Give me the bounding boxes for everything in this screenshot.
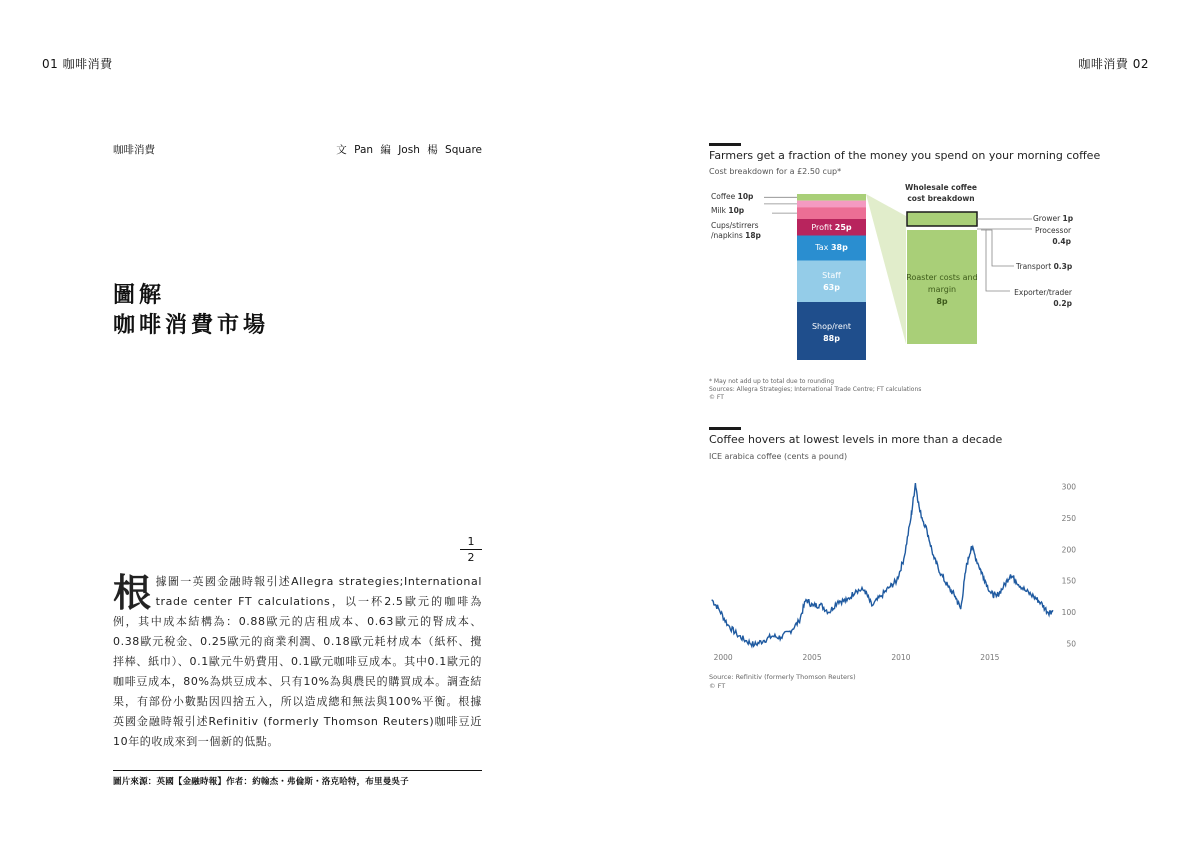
chart1-top-rule bbox=[709, 143, 741, 146]
page-header-left: 01 咖啡消費 bbox=[42, 57, 113, 71]
wholesale-processor: Processor 0.4p bbox=[1035, 226, 1072, 246]
image-credits: 圖片來源：英國【金融時報】作者：約翰杰・弗倫斯・洛克哈特，布里曼吳子 bbox=[113, 777, 409, 787]
segment-label-tax: Tax 38p bbox=[815, 243, 848, 252]
article-body bbox=[113, 572, 482, 752]
article-body-text: 據圖一英國金融時報引述Allegra strategies;International trade center FT calculations，以一杯2.5歐元的咖啡為例，其中成本結構為：0.88歐元的店租成本、0.63歐元的腎成本、0.38歐元稅金、0.25歐元的商業利潤、0.18歐元耗材成本（紙杯、攪拌棒、紙巾）、0.1歐元牛奶費用、0.1歐元咖啡豆成本。其中0.1歐元的咖啡豆成本，80%為烘豆成本、只有10%為與農民的購買成本。調查結果，有部份小數點因四捨五入，所以造成總和無法與100%平衡。根據英國金融時報引述Refinitiv (formerly Thomson Reuters)咖啡豆近10年的收成來到一個新的低點。 bbox=[113, 575, 482, 748]
section-label: 咖啡消費 bbox=[113, 144, 155, 156]
title-line-2: 咖啡消費市場 bbox=[113, 312, 270, 338]
segment-label-shop: Shop/rent 88p bbox=[811, 322, 852, 343]
chart2-subtitle: ICE arabica coffee (cents a pound) bbox=[709, 452, 848, 461]
chart1-footnote: * May not add up to total due to rounding bbox=[709, 378, 835, 385]
bar-callouts bbox=[764, 197, 797, 213]
callout-milk: Milk 10p bbox=[711, 206, 745, 215]
wholesale-title: Wholesale coffee cost breakdown bbox=[904, 183, 978, 203]
y-tick-label: 150 bbox=[1061, 576, 1076, 586]
fraction-denominator: 2 bbox=[467, 551, 475, 564]
wholesale-exporter: Exporter/trader 0.2p bbox=[1014, 288, 1072, 308]
chart2-notes bbox=[709, 673, 856, 691]
chart1-subtitle: Cost breakdown for a £2.50 cup* bbox=[709, 167, 842, 176]
wholesale-grower: Grower 1p bbox=[1033, 214, 1074, 223]
chart1-source: Sources: Allegra Strategies; International Trade Centre; FT calculations bbox=[709, 386, 922, 393]
cost-breakdown-chart bbox=[700, 178, 1090, 368]
chart2-title: Coffee hovers at lowest levels in more than a decade bbox=[709, 433, 1003, 446]
article-title bbox=[113, 280, 269, 340]
title-line-1: 圖解 bbox=[113, 282, 166, 308]
segment-label-profit: Profit 25p bbox=[811, 223, 852, 232]
x-tick-label: 2015 bbox=[980, 653, 1000, 662]
fraction-line bbox=[460, 549, 482, 550]
chart1-notes bbox=[709, 378, 921, 402]
chart2-copyright: © FT bbox=[709, 682, 726, 690]
chart2-top-rule bbox=[709, 427, 741, 430]
roaster-label: Roaster costs and margin 8p bbox=[906, 273, 978, 306]
byline: 文 Pan 編 Josh 楊 Square bbox=[336, 144, 482, 156]
drop-cap: 根 bbox=[113, 570, 152, 615]
callout-cups: Cups/stirrers /napkins 18p bbox=[711, 221, 761, 240]
wholesale-leader-lines bbox=[977, 219, 1032, 291]
chart2-source: Source: Refinitiv (formerly Thomson Reuters) bbox=[709, 673, 856, 681]
y-tick-label: 100 bbox=[1061, 608, 1076, 618]
page-fraction bbox=[460, 535, 482, 564]
bar-segment-coffee bbox=[797, 194, 866, 201]
y-tick-label: 300 bbox=[1061, 482, 1076, 492]
y-axis-ticks bbox=[1062, 482, 1077, 648]
price-series-line bbox=[712, 483, 1053, 646]
chart1-title: Farmers get a fraction of the money you spend on your morning coffee bbox=[709, 149, 1101, 162]
wholesale-transport: Transport 0.3p bbox=[1016, 262, 1073, 271]
credits-rule bbox=[113, 770, 482, 771]
fraction-numerator: 1 bbox=[467, 535, 475, 548]
x-tick-label: 2005 bbox=[802, 653, 822, 662]
page-header-right: 咖啡消費 02 bbox=[1078, 57, 1149, 71]
chart1-copyright: © FT bbox=[709, 394, 724, 401]
x-tick-label: 2010 bbox=[891, 653, 911, 662]
y-tick-label: 200 bbox=[1061, 545, 1076, 555]
x-tick-label: 2000 bbox=[713, 653, 733, 662]
wholesale-small-segment bbox=[907, 212, 977, 226]
bar-segment-milk bbox=[797, 201, 866, 208]
callout-coffee: Coffee 10p bbox=[711, 192, 754, 201]
arabica-price-chart bbox=[700, 470, 1090, 670]
y-tick-label: 250 bbox=[1061, 513, 1076, 523]
segment-label-staff: Staff 63p bbox=[822, 271, 841, 292]
y-tick-label: 50 bbox=[1066, 639, 1076, 649]
x-axis-ticks bbox=[714, 653, 1000, 662]
bar-segment-cups-stirrers-napkins bbox=[797, 207, 866, 219]
wholesale-connector bbox=[866, 194, 906, 344]
